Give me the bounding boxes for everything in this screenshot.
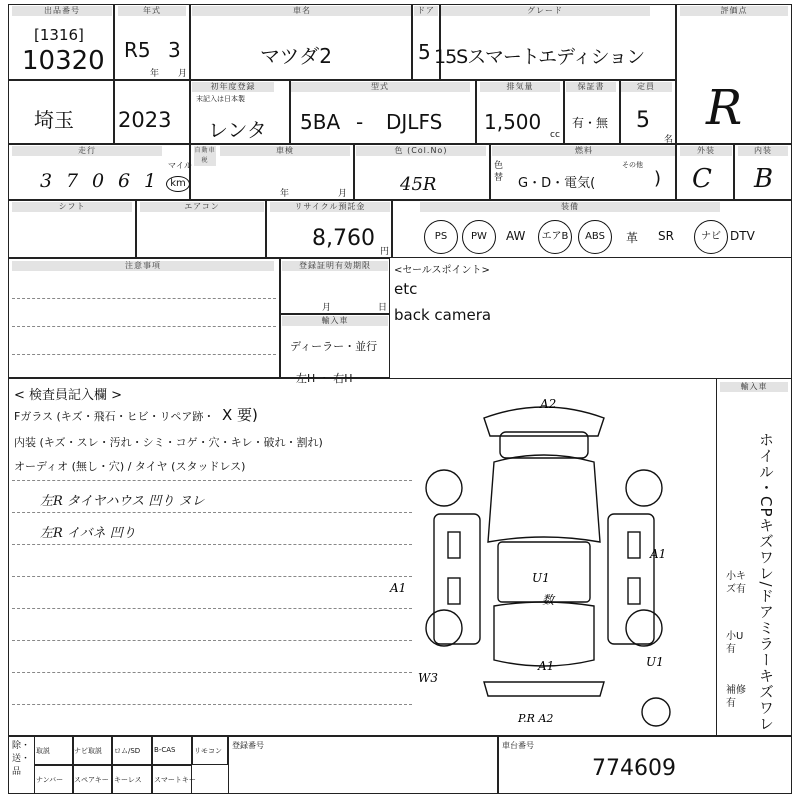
footer-item: キーレス [114,776,142,784]
mileage-digit: 6 [118,170,131,192]
mileage-digit: 3 [40,170,53,192]
equipment-item: エアB [538,220,572,254]
inspection-month: 月 [338,189,348,199]
interior-label: 内装 [738,146,788,156]
seats-label: 定員 [620,82,672,92]
audio-line: オーディオ (無し・穴) / タイヤ (スタッドレス) [14,460,246,473]
reg-valid-cell [280,258,390,314]
side-column [716,378,792,736]
region: 埼玉 [34,108,74,132]
lot-code: [1316] [34,26,84,44]
chassis-label: 車台番号 [502,741,534,750]
mileage-unit-mile: マイル [168,161,192,170]
footer-item: 取説 [36,747,50,755]
reg-no-label: 登録番号 [232,741,264,750]
inspection-label: 車検 [220,146,350,156]
mileage-unit-km: km [166,176,190,192]
fuel-label: 燃料 [492,146,676,156]
grade-name: 15Sスマートエディション [434,46,645,68]
side-note-3: 補修有 [726,685,746,709]
warranty-cell [564,80,620,144]
mileage-digit: 7 [66,170,79,192]
equipment-item: PS [424,220,458,254]
cc-label: 排気量 [480,82,560,92]
cc-unit: cc [550,130,560,140]
shift-label: シフト [12,202,132,212]
notes-label: 注意事項 [12,261,274,271]
seats-value: 5 [636,108,650,133]
model-prefix: 5BA [300,110,341,134]
equipment-item: DTV [730,229,755,243]
first-reg-note: 末記入は日本製 [196,95,245,103]
car-name-label: 車名 [192,6,412,16]
mileage-digit: 1 [144,170,157,192]
lot-no-label: 出品番号 [12,6,112,16]
equipment-label: 装備 [420,202,720,212]
side-note-2: 小U有 [726,631,744,655]
mark-u1-center: U1 [532,571,550,585]
inspector-title: < 検査員記入欄 > [14,388,123,403]
footer-item: スマートキー [154,776,196,784]
side-text: ホイル・CPキズワレ/ドアミラーキズワレ [757,432,775,732]
fuel-value: G・D・電気( [518,176,596,191]
sales-point-2: back camera [394,306,492,324]
month-mark: 月 [178,69,188,79]
equipment-item: PW [462,220,496,254]
inspection-cell [190,144,354,200]
mark-u1-rear: U1 [646,655,664,669]
score-label: 評価点 [680,6,788,16]
car-name: マツダ2 [260,44,332,68]
mark-a1-left: A1 [390,581,407,595]
inspection-year: 年 [280,189,290,199]
footer-item: B-CAS [154,746,176,754]
footer-item: リモコン [194,747,222,755]
color-label: 色 (Col.No) [356,146,486,156]
glass-line: Fガラス (キズ・飛石・ヒビ・リペア跡・ [14,410,215,423]
mark-pr-a2: P.R A2 [518,712,554,725]
footer-item: ナビ取説 [74,747,102,755]
sales-point-1: etc [394,280,418,298]
recycle-label: リサイクル預託金 [270,202,390,212]
equipment-item: AW [506,229,526,243]
model-code: DJLFS [386,110,443,134]
equipment-item: ナビ [694,220,728,254]
year-label: 年式 [118,6,186,16]
first-reg-year: 2023 [118,108,172,132]
aircon-cell [136,200,266,258]
footer-item: ナンバー [36,776,64,784]
mark-a1-rear: A1 [538,659,555,673]
interior-line: 内装 (キズ・スレ・汚れ・シミ・コゲ・穴・キレ・破れ・割れ) [14,436,323,449]
exterior-label: 外装 [680,146,732,156]
inspector-area [8,378,792,736]
footer-side: 除・送・品 [12,741,31,777]
model-dash: - [356,110,364,134]
shift-cell [8,200,136,258]
chassis-number: 774609 [592,756,676,781]
import-label: 輸入車 [282,316,388,326]
first-reg-label: 初年度登録 [192,82,274,92]
glass-mark: X 要) [222,406,258,424]
hand-note-2: 左R イバネ 凹り [40,526,136,541]
import-side-label: 輸入車 [720,382,788,392]
aircon-label: エアコン [140,202,264,212]
equipment-item: ABS [578,220,612,254]
reg-no-cell [228,736,498,794]
usage: レンタ [208,118,267,142]
door-label: ドア [414,6,438,16]
year-mark: 年 [150,69,160,79]
mark-a1-right: A1 [650,547,667,561]
import-dealer: ディーラー・並行 [290,340,378,353]
sales-point-label: <セールスポイント> [394,265,490,276]
car-diagram [390,392,674,728]
fuel-close: ) [654,168,662,189]
lot-number: 10320 [22,46,105,76]
fuel-other: その他 [622,161,643,169]
interior-value: B [754,164,774,194]
recycle-value: 8,760 [312,226,375,251]
mark-count: 数 [542,593,555,607]
mileage-digit: 0 [92,170,105,192]
warranty-value: 有・無 [572,116,609,130]
notes-area [8,258,280,378]
era-year: R5 [124,38,151,62]
hand-note-1: 左R タイヤハウス 凹り ヌレ [40,494,205,509]
door-count: 5 [418,40,431,64]
model-label: 型式 [290,82,470,92]
seats-unit: 名 [664,135,674,145]
reg-month: 月 [322,303,332,313]
grade-label: グレード [440,6,650,16]
reg-valid-label: 登録証明有効期限 [282,261,388,271]
score-value: R [706,80,743,136]
reg-month: 3 [168,38,181,62]
mileage-label: 走行 [12,146,162,156]
mark-w3: W3 [418,671,438,685]
color-mark: 色替 [494,161,504,183]
footer-item: スペアキー [74,776,109,784]
reg-day: 日 [378,303,388,313]
exterior-value: C [692,164,712,194]
warranty-label: 保証書 [566,82,616,92]
color-value: 45R [400,174,437,195]
equipment-item: 革 [626,231,639,245]
recycle-unit: 円 [380,247,390,257]
equipment-item: SR [658,229,674,243]
tax-label: 自動車税 [194,147,216,164]
cc-value: 1,500 [484,110,542,134]
side-note-1: 小キズ有 [726,571,746,595]
mark-a2-top: A2 [540,397,557,411]
import-handle: 左H ・ 右H [296,372,353,385]
footer-item: ロム/SD [114,747,141,755]
